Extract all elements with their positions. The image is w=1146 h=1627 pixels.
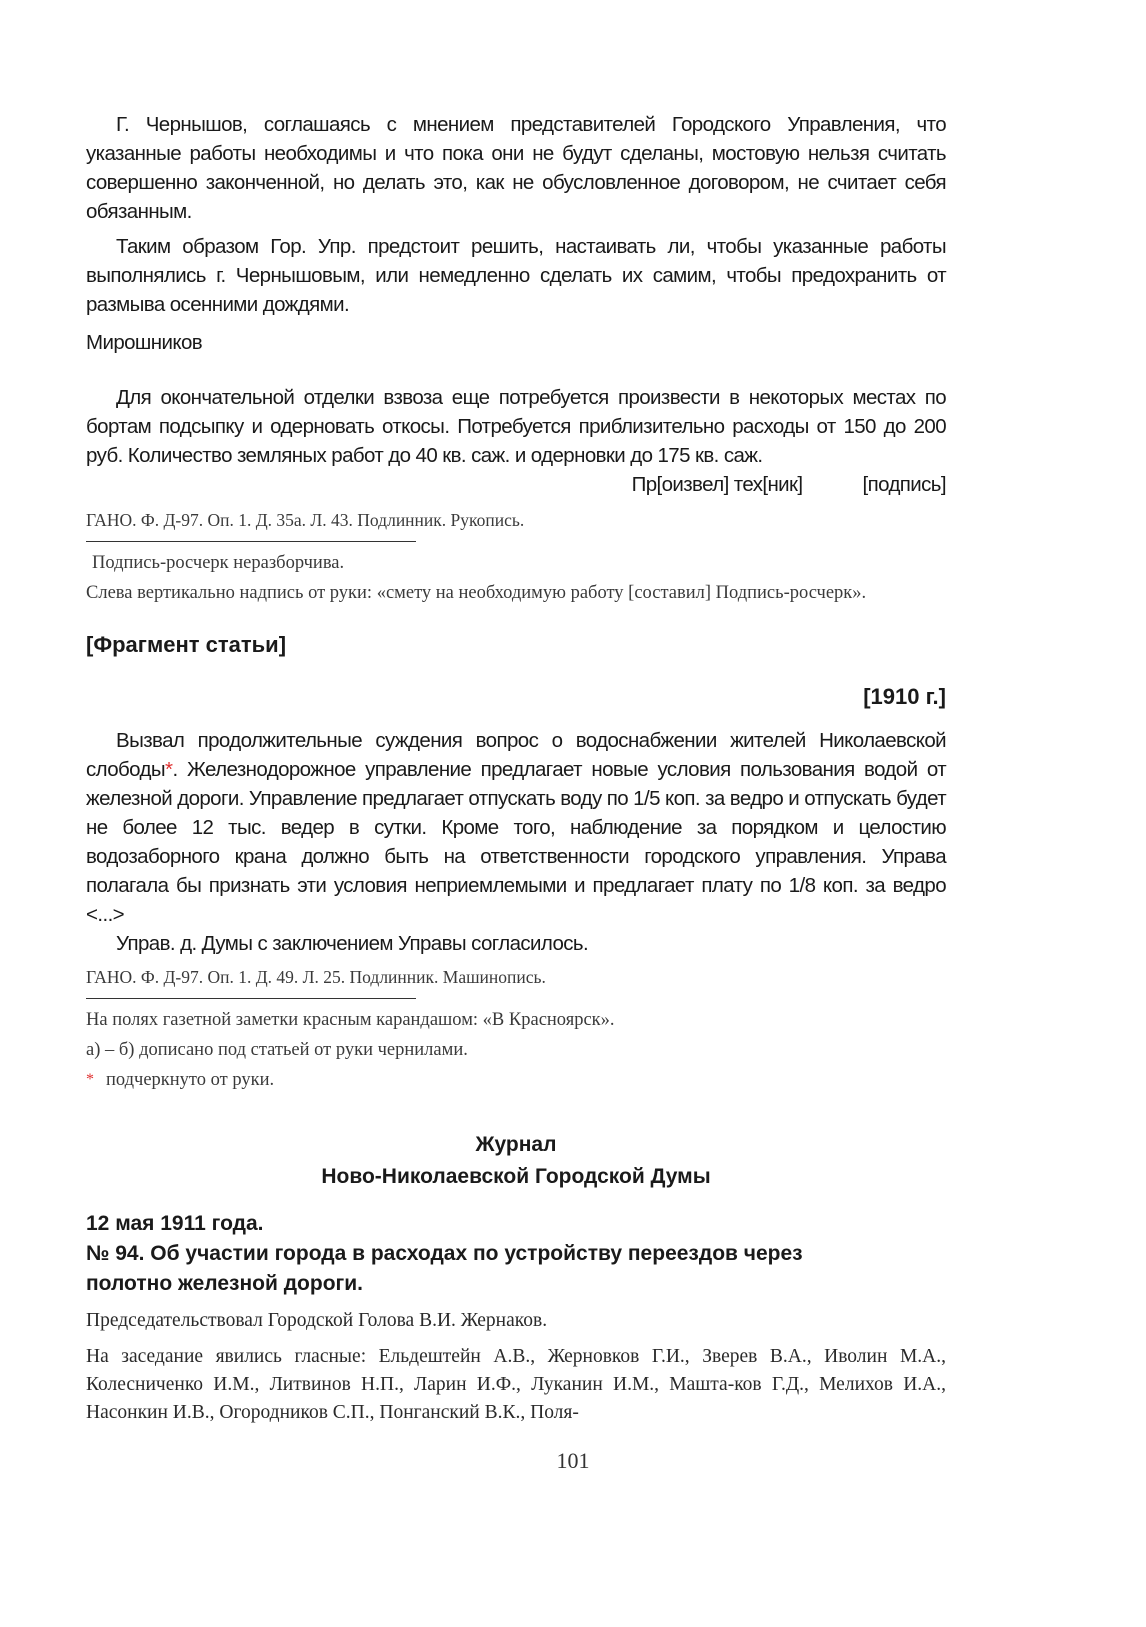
footnote-margins: На полях газетной заметки красным карандашом: «В Красноярск». <box>86 1010 615 1030</box>
footnote-inscription: Слева вертикально надпись от руки: «смету на необходимую работу [составил] Подпись-росчерк». <box>86 583 867 603</box>
archive-source: ГАНО. Ф. Д-97. Оп. 1. Д. 35а. Л. 43. Подлинник. Рукопись. <box>86 510 525 530</box>
paragraph-agreement: Управ. д. Думы с заключением Управы согласилось. <box>116 932 589 955</box>
chairman-line: Председательствовал Городской Голова В.И. Жернаков. <box>86 1310 548 1331</box>
page-number: 101 <box>556 1448 590 1473</box>
journal-subtitle: Ново-Николаевской Городской Думы <box>321 1165 711 1188</box>
journal-title: Журнал <box>475 1133 557 1156</box>
footnote-underlined <box>86 1065 946 1095</box>
footnote-asterisk: * <box>86 1071 94 1088</box>
paragraph-water-supply-start: Вызвал продолжительные суждения вопрос о водоснабжении жителей Николаевской слободы <box>86 729 946 781</box>
document-page <box>86 110 946 1427</box>
footnote-underlined-text: подчеркнуто от руки. <box>106 1070 275 1090</box>
session-date: 12 мая 1911 года. <box>86 1212 264 1235</box>
signature-title: Пр[оизвел] тех[ник] <box>631 473 803 496</box>
signature-mark: [подпись] <box>862 473 946 496</box>
signature-line <box>86 470 946 499</box>
footnote-signature: Подпись-росчерк неразборчива. <box>92 553 345 573</box>
agenda-item: № 94. Об участии города в расходах по устройству переездов через полотно железной дороги. <box>86 1242 803 1295</box>
asterisk-mark: * <box>165 758 173 781</box>
paragraph-works: Для окончательной отделки взвоза еще потребуется произвести в некоторых местах по бортам подсыпку и одерновать откосы. Потребуется приблизительно расходы от 150 до 200 руб. Количество земляных работ до 40 кв. саж. и одерновки до 175 кв. саж. <box>86 386 946 467</box>
archive-source-2: ГАНО. Ф. Д-97. Оп. 1. Д. 49. Л. 25. Подлинник. Машинопись. <box>86 967 546 987</box>
paragraph-decision: Таким образом Гор. Упр. предстоит решить, настаивать ли, чтобы указанные работы выполнялись г. Чернышовым, или немедленно сделать их самим, чтобы предохранить от размыва осенними дождями. <box>86 235 946 316</box>
section-heading-fragment: [Фрагмент статьи] <box>86 632 287 657</box>
footnote-ink: а) – б) дописано под статьей от руки чернилами. <box>86 1040 468 1060</box>
footnote-divider <box>86 541 416 542</box>
paragraph-chernyshov: Г. Чернышов, соглашаясь с мнением представителей Городского Управления, что указанные работы необходимы и что пока они не будут сделаны, мостовую нельзя считать совершенно законченной, но делать это, как не обусловленное договором, не считает себя обязанным. <box>86 113 946 223</box>
footnote-divider-2 <box>86 998 416 999</box>
paragraph-water-supply <box>86 726 946 929</box>
paragraph-water-supply-end: . Железнодорожное управление предлагает новые условия пользования водой от железной дороги. Управление предлагает отпускать воду по 1/5 коп. за ведро и отпускать будет не более 12 тыс. ведер в сутки. Кроме того, наблюдение за порядком и целостию водозаборного крана должно быть на ответственности городского управления. Управа полагала бы признать эти условия неприемлемыми и предлагает плату по 1/8 коп. за ведро <...> <box>86 758 946 926</box>
attendees-list: На заседание явились гласные: Ельдештейн А.В., Жерновков Г.И., Зверев В.А., Иволин М.А., Колесниченко И.М., Литвинов Н.П., Ларин И.Ф., Луканин И.М., Машта-ков Г.Д., Мелихов И.А., Насонкин И.В., Огородников С.П., Понганский В.К., Поля- <box>86 1346 946 1423</box>
section-year: [1910 г.] <box>863 684 946 709</box>
signer-name: Мирошников <box>86 331 203 354</box>
